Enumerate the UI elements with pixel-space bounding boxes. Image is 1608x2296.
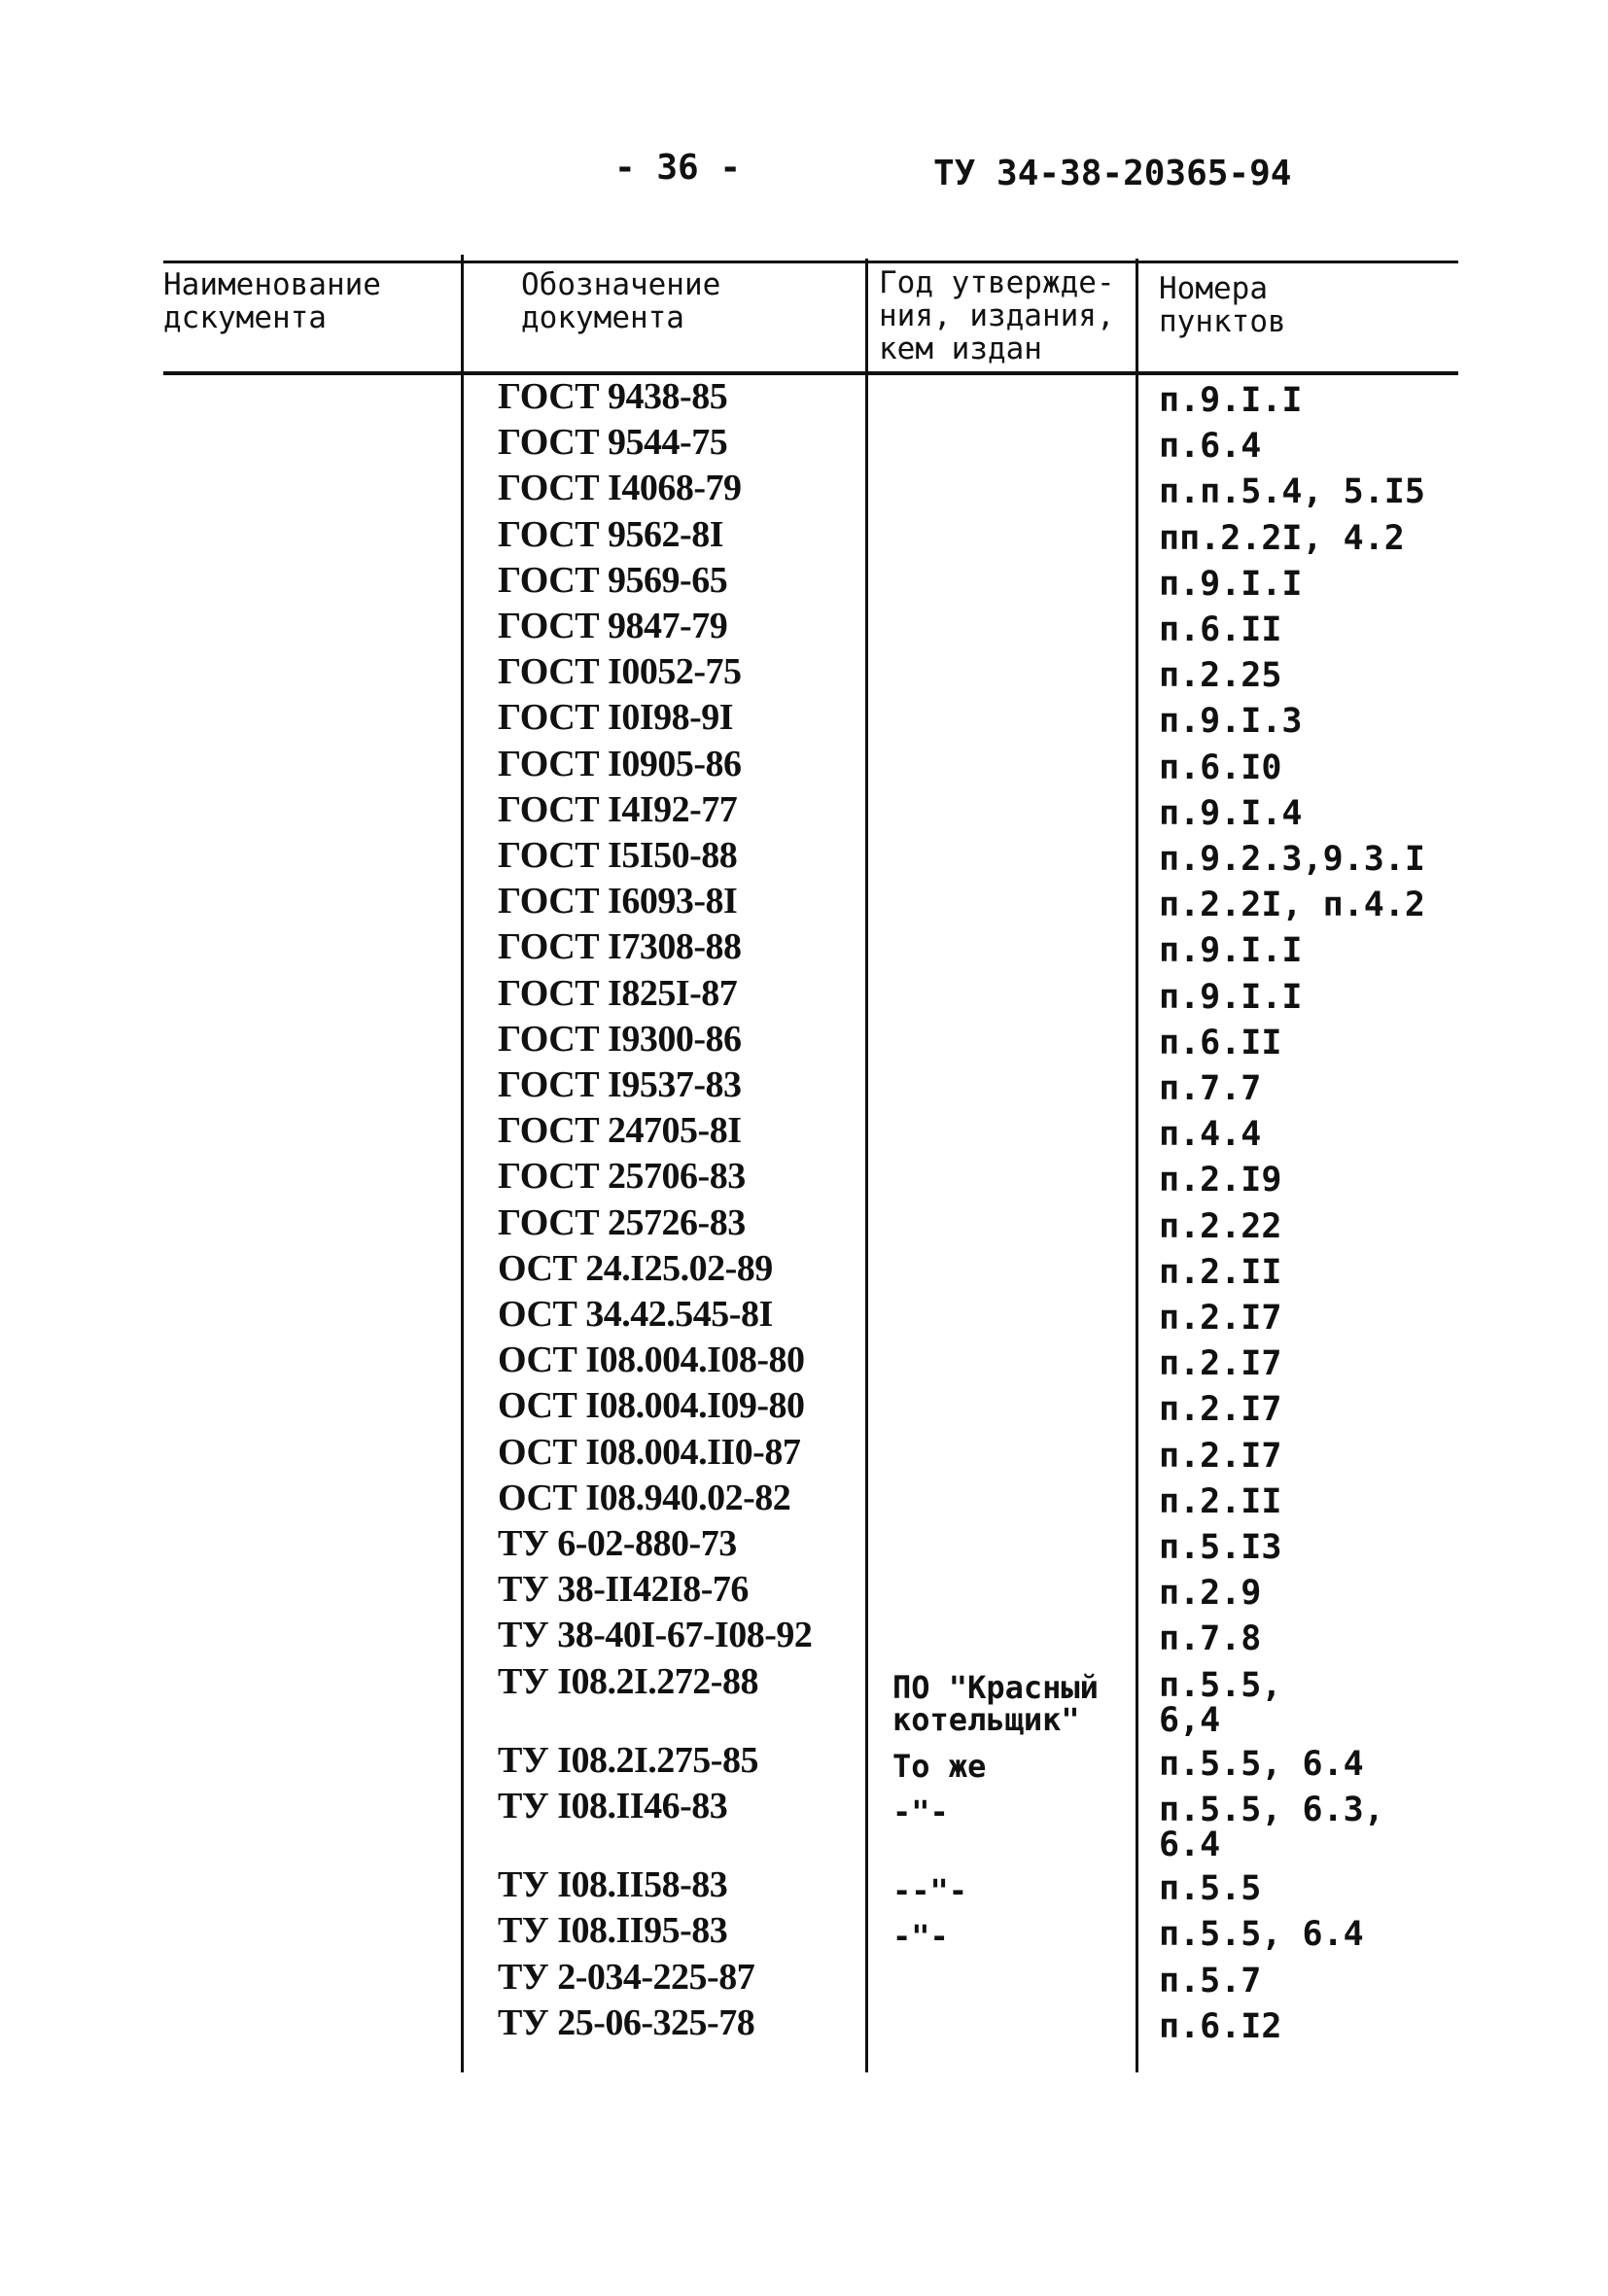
document-designation: ГОСТ I7308-88 — [498, 926, 742, 968]
item-numbers: п.5.I3 — [1159, 1528, 1282, 1567]
document-designation: ТУ 25-06-325-78 — [498, 2001, 755, 2043]
document-designation: ГОСТ 9569-65 — [498, 559, 728, 601]
column-header-items — [1159, 272, 1286, 338]
document-designation: ГОСТ 9847-79 — [498, 606, 728, 646]
table-header-rule — [163, 371, 1458, 375]
item-numbers: п.7.8 — [1159, 1619, 1262, 1659]
document-designation: ОСТ I08.004.II0-87 — [498, 1431, 801, 1473]
item-numbers: п.6.II — [1159, 610, 1282, 649]
document-designation: ГОСТ I0905-86 — [498, 743, 742, 784]
item-numbers: п.2.II — [1159, 1252, 1282, 1292]
item-numbers: п.6.4 — [1159, 427, 1262, 467]
document-designation: ТУ I08.2I.272-88 — [498, 1660, 758, 1702]
header-line: Номера — [1159, 271, 1268, 306]
document-designation: ТУ 38-40I-67-I08-92 — [498, 1615, 813, 1656]
item-numbers: п.7.7 — [1159, 1069, 1262, 1108]
document-designation: ГОСТ 24705-8I — [498, 1110, 742, 1152]
item-numbers: п.9.I.I — [1159, 977, 1303, 1017]
document-year-publisher: --"- — [892, 1872, 968, 1910]
header-line: документа — [521, 300, 684, 335]
document-designation: ТУ 6-02-880-73 — [498, 1523, 737, 1564]
document-designation: ТУ I08.2I.275-85 — [498, 1739, 758, 1781]
item-numbers: п.2.I7 — [1159, 1344, 1282, 1384]
document-year-publisher: -"- — [892, 1793, 949, 1830]
document-designation: ГОСТ I4068-79 — [498, 468, 742, 509]
item-numbers: п.9.I.I — [1159, 564, 1303, 604]
header-line: ния, издания, — [879, 298, 1115, 333]
document-designation: ГОСТ I9537-83 — [498, 1064, 742, 1105]
document-id: ТУ 34-38-20365-94 — [933, 154, 1292, 193]
document-year-publisher: ПО "Красный котельщик" — [892, 1668, 1099, 1738]
item-numbers: п.6.II — [1159, 1023, 1282, 1062]
item-numbers: п.5.5, 6,4 — [1159, 1665, 1282, 1740]
header-line: пунктов — [1159, 304, 1286, 339]
header-line: дскумента — [163, 300, 327, 335]
document-designation: ГОСТ I0052-75 — [498, 651, 742, 693]
item-numbers: п.6.I2 — [1159, 2006, 1282, 2046]
document-designation: ОСТ 34.42.545-8I — [498, 1294, 773, 1335]
item-numbers: п.5.5 — [1159, 1869, 1262, 1909]
column-header-year — [879, 266, 1115, 365]
item-numbers: п.п.5.4, 5.I5 — [1159, 472, 1425, 512]
document-designation: ГОСТ I4I92-77 — [498, 788, 738, 830]
item-numbers: п.6.I0 — [1159, 748, 1282, 787]
item-numbers: п.2.I9 — [1159, 1161, 1282, 1200]
table-top-rule — [163, 261, 1458, 263]
document-designation: ТУ I08.II95-83 — [498, 1910, 728, 1952]
item-numbers: п.2.I7 — [1159, 1390, 1282, 1430]
header-line: кем издан — [879, 331, 1042, 366]
column-divider-2 — [865, 259, 868, 2072]
document-designation: ГОСТ I5I50-88 — [498, 835, 738, 876]
item-numbers: п.2.25 — [1159, 656, 1282, 696]
item-numbers: п.2.9 — [1159, 1574, 1262, 1614]
header-line: Обозначение — [521, 267, 721, 302]
document-designation: ГОСТ I825I-87 — [498, 972, 738, 1014]
item-numbers: п.2.22 — [1159, 1206, 1282, 1246]
document-designation: ТУ I08.II46-83 — [498, 1786, 728, 1826]
document-designation: ГОСТ I0I98-9I — [498, 697, 734, 739]
item-numbers: п.5.5, 6.4 — [1159, 1744, 1364, 1784]
column-divider-3 — [1136, 259, 1138, 2072]
document-designation: ОСТ I08.004.I08-80 — [498, 1339, 805, 1381]
column-header-designation — [521, 268, 720, 334]
item-numbers: п.9.I.I — [1159, 381, 1303, 420]
item-numbers: п.9.I.I — [1159, 931, 1303, 971]
document-designation: ГОСТ 9544-75 — [498, 422, 728, 464]
item-numbers: п.2.2I, п.4.2 — [1159, 886, 1425, 925]
document-designation: ГОСТ I6093-8I — [498, 881, 738, 922]
document-year-publisher: То же — [892, 1747, 987, 1785]
document-designation: ГОСТ 9562-8I — [498, 513, 723, 555]
header-line: Год утвержде- — [879, 265, 1115, 300]
column-divider-1 — [461, 255, 464, 2072]
document-year-publisher: -"- — [892, 1918, 949, 1956]
document-designation: ТУ 2-034-225-87 — [498, 1956, 755, 1998]
document-designation: ТУ I08.II58-83 — [498, 1864, 728, 1906]
column-header-name — [163, 268, 381, 334]
page-number: - 36 - — [614, 148, 742, 188]
document-designation: ГОСТ 25706-83 — [498, 1156, 746, 1198]
document-designation: ГОСТ I9300-86 — [498, 1018, 742, 1060]
item-numbers: п.2.I7 — [1159, 1436, 1282, 1476]
item-numbers: п.5.5, 6.4 — [1159, 1915, 1364, 1955]
document-designation: ОСТ I08.940.02-82 — [498, 1477, 791, 1518]
item-numbers: п.5.7 — [1159, 1961, 1262, 2000]
item-numbers: пп.2.2I, 4.2 — [1159, 518, 1405, 558]
document-designation: ОСТ I08.004.I09-80 — [498, 1385, 805, 1427]
item-numbers: п.4.4 — [1159, 1115, 1262, 1155]
item-numbers: п.9.I.4 — [1159, 793, 1303, 833]
header-line: Наименование — [163, 267, 381, 302]
document-designation: ГОСТ 9438-85 — [498, 376, 728, 417]
item-numbers: п.2.II — [1159, 1481, 1282, 1521]
item-numbers: п.2.I7 — [1159, 1299, 1282, 1338]
item-numbers: п.9.I.3 — [1159, 702, 1303, 742]
document-designation: ТУ 38-II42I8-76 — [498, 1569, 749, 1611]
item-numbers: п.5.5, 6.3, 6.4 — [1159, 1791, 1384, 1864]
document-designation: ГОСТ 25726-83 — [498, 1201, 746, 1243]
document-designation: ОСТ 24.I25.02-89 — [498, 1247, 773, 1289]
item-numbers: п.9.2.3,9.3.I — [1159, 840, 1425, 879]
